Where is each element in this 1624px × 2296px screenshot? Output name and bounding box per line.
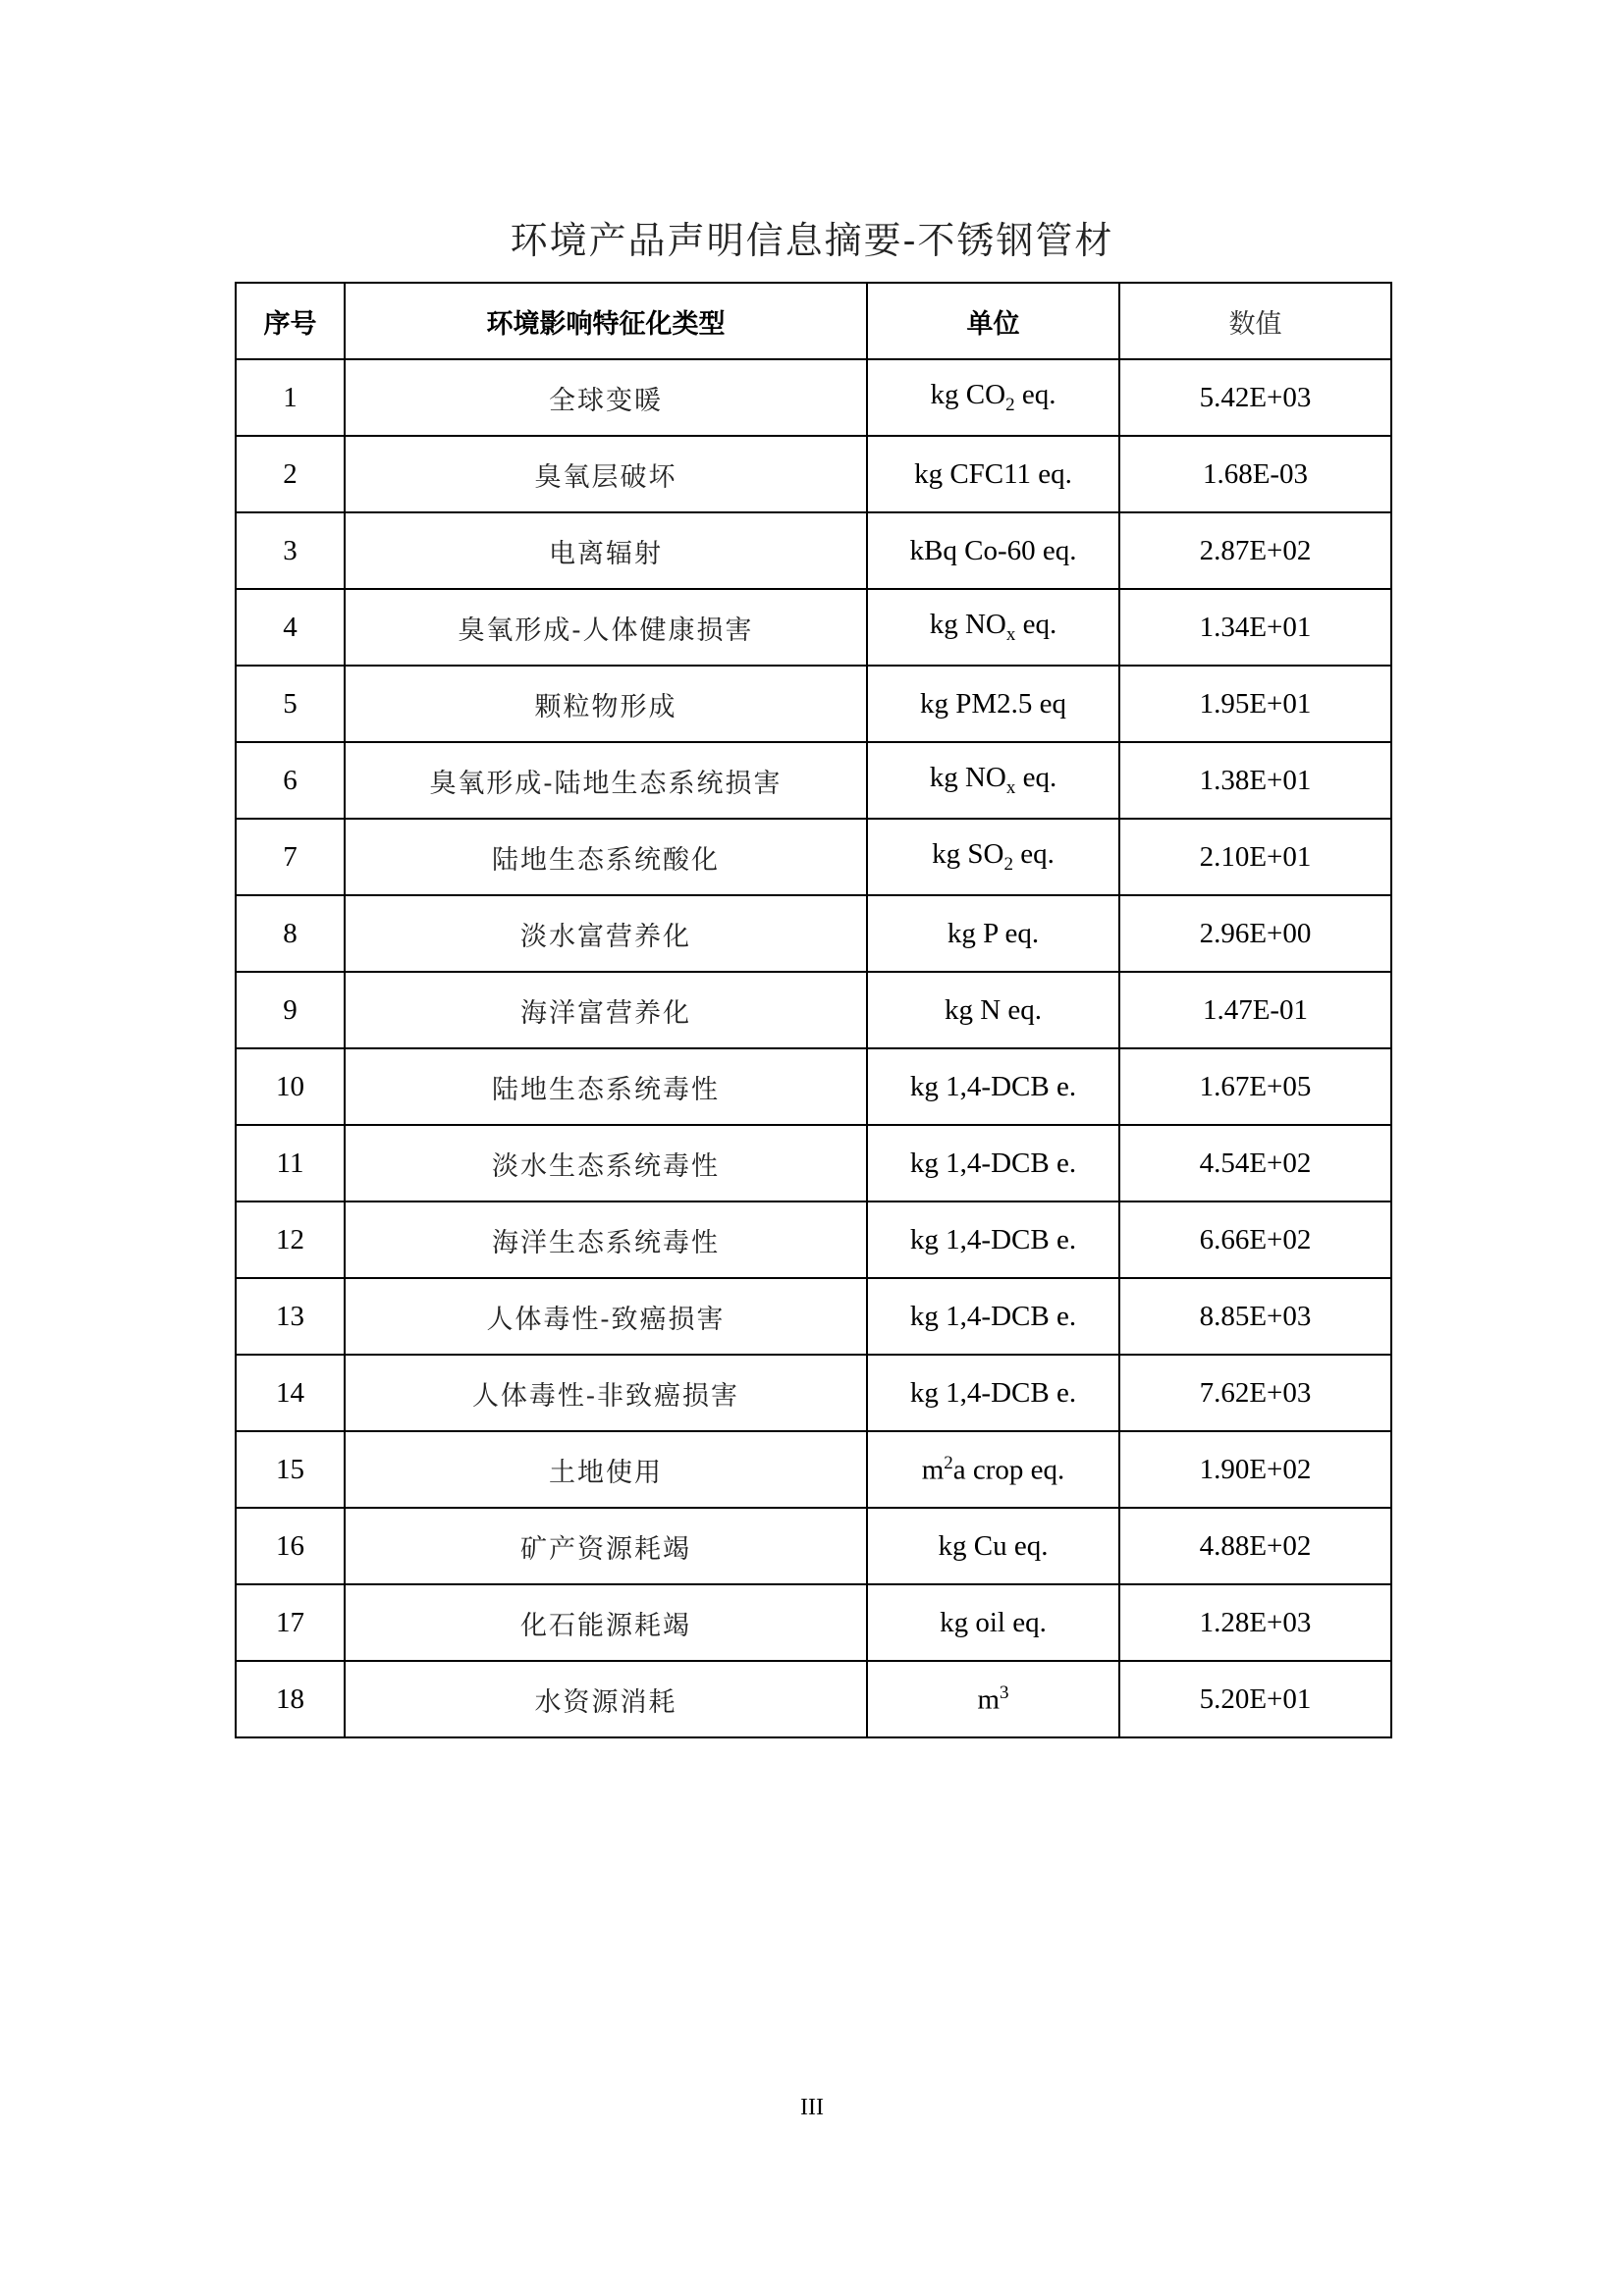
page-number: III <box>800 2095 824 2120</box>
impact-value: 4.54E+02 <box>1119 1125 1391 1201</box>
unit-cell <box>867 895 1119 972</box>
impact-category: 矿产资源耗竭 <box>345 1508 867 1584</box>
impact-category: 土地使用 <box>345 1431 867 1508</box>
unit-cell <box>867 819 1119 895</box>
unit-tail: eq. <box>1015 762 1057 794</box>
unit-text: kg 1,4-DCB e. <box>909 1070 1077 1102</box>
impact-value: 5.42E+03 <box>1119 359 1391 436</box>
header-value: 数值 <box>1119 283 1391 359</box>
row-number: 1 <box>236 359 345 436</box>
impact-category: 人体毒性-非致癌损害 <box>345 1355 867 1431</box>
impact-value: 1.28E+03 <box>1119 1584 1391 1661</box>
unit-text: kg Cu eq. <box>938 1529 1049 1562</box>
table-row <box>236 436 1391 512</box>
unit-cell <box>867 512 1119 589</box>
table-row <box>236 895 1391 972</box>
table-row <box>236 1125 1391 1201</box>
row-number: 14 <box>236 1355 345 1431</box>
unit-cell <box>867 359 1119 436</box>
impact-value: 1.67E+05 <box>1119 1048 1391 1125</box>
table-row <box>236 666 1391 742</box>
table-row <box>236 1508 1391 1584</box>
unit-tail: eq. <box>1014 379 1056 411</box>
impact-value: 6.66E+02 <box>1119 1201 1391 1278</box>
impact-value: 2.10E+01 <box>1119 819 1391 895</box>
impact-value: 1.47E-01 <box>1119 972 1391 1048</box>
impact-category: 臭氧形成-陆地生态系统损害 <box>345 742 867 819</box>
impact-category: 颗粒物形成 <box>345 666 867 742</box>
unit-text: kg NO <box>929 762 1006 794</box>
impact-category: 全球变暖 <box>345 359 867 436</box>
unit-text: kg 1,4-DCB e. <box>909 1223 1077 1255</box>
table-row <box>236 1431 1391 1508</box>
table-row <box>236 589 1391 666</box>
header-category: 环境影响特征化类型 <box>345 283 867 359</box>
impact-category: 淡水生态系统毒性 <box>345 1125 867 1201</box>
unit-cell <box>867 666 1119 742</box>
impact-category: 臭氧形成-人体健康损害 <box>345 589 867 666</box>
impact-category: 化石能源耗竭 <box>345 1584 867 1661</box>
unit-cell <box>867 1201 1119 1278</box>
unit-tail: eq. <box>1015 609 1057 641</box>
table-row <box>236 1278 1391 1355</box>
unit-text: kBq Co-60 eq. <box>909 534 1077 566</box>
unit-cell <box>867 1355 1119 1431</box>
impact-value: 2.87E+02 <box>1119 512 1391 589</box>
unit-text: kg 1,4-DCB e. <box>909 1147 1077 1179</box>
row-number: 15 <box>236 1431 345 1508</box>
unit-tail: eq. <box>1012 838 1055 871</box>
table-row <box>236 512 1391 589</box>
impact-value: 4.88E+02 <box>1119 1508 1391 1584</box>
impact-category: 人体毒性-致癌损害 <box>345 1278 867 1355</box>
unit-text: kg N eq. <box>944 993 1043 1026</box>
header-unit: 单位 <box>867 283 1119 359</box>
row-number: 13 <box>236 1278 345 1355</box>
impact-value: 5.20E+01 <box>1119 1661 1391 1737</box>
row-number: 9 <box>236 972 345 1048</box>
unit-text: kg CO <box>930 379 1006 411</box>
unit-cell <box>867 1048 1119 1125</box>
row-number: 12 <box>236 1201 345 1278</box>
unit-tail: a crop eq. <box>952 1454 1065 1486</box>
row-number: 2 <box>236 436 345 512</box>
unit-text: kg SO <box>932 838 1004 871</box>
unit-text: kg CFC11 eq. <box>914 457 1072 490</box>
table-row <box>236 1201 1391 1278</box>
impact-category: 海洋富营养化 <box>345 972 867 1048</box>
impact-category: 水资源消耗 <box>345 1661 867 1737</box>
unit-subscript: 2 <box>1005 394 1015 415</box>
impact-category: 陆地生态系统酸化 <box>345 819 867 895</box>
unit-cell <box>867 1508 1119 1584</box>
epd-summary-table <box>235 282 1392 1738</box>
impact-value: 7.62E+03 <box>1119 1355 1391 1431</box>
unit-subscript: x <box>1005 776 1016 798</box>
impact-value: 1.90E+02 <box>1119 1431 1391 1508</box>
table-row <box>236 742 1391 819</box>
row-number: 10 <box>236 1048 345 1125</box>
unit-cell <box>867 972 1119 1048</box>
row-number: 4 <box>236 589 345 666</box>
unit-text: kg 1,4-DCB e. <box>909 1300 1077 1332</box>
impact-value: 2.96E+00 <box>1119 895 1391 972</box>
impact-category: 海洋生态系统毒性 <box>345 1201 867 1278</box>
unit-text: m <box>921 1454 945 1486</box>
table-row <box>236 1584 1391 1661</box>
row-number: 11 <box>236 1125 345 1201</box>
table-row <box>236 972 1391 1048</box>
unit-text: kg PM2.5 eq <box>919 687 1067 720</box>
unit-cell <box>867 1584 1119 1661</box>
impact-category: 电离辐射 <box>345 512 867 589</box>
header-no: 序号 <box>236 283 345 359</box>
unit-cell <box>867 1661 1119 1737</box>
unit-text: kg oil eq. <box>940 1606 1047 1638</box>
impact-category: 陆地生态系统毒性 <box>345 1048 867 1125</box>
unit-cell <box>867 742 1119 819</box>
unit-subscript: 2 <box>1003 853 1013 875</box>
impact-value: 1.38E+01 <box>1119 742 1391 819</box>
row-number: 17 <box>236 1584 345 1661</box>
impact-value: 1.34E+01 <box>1119 589 1391 666</box>
impact-value: 1.68E-03 <box>1119 436 1391 512</box>
unit-text: m <box>977 1683 1001 1716</box>
row-number: 8 <box>236 895 345 972</box>
unit-cell <box>867 1125 1119 1201</box>
impact-category: 淡水富营养化 <box>345 895 867 972</box>
row-number: 16 <box>236 1508 345 1584</box>
table-header-row <box>236 283 1391 359</box>
impact-value: 1.95E+01 <box>1119 666 1391 742</box>
unit-cell <box>867 1278 1119 1355</box>
row-number: 5 <box>236 666 345 742</box>
unit-text: kg 1,4-DCB e. <box>909 1376 1077 1409</box>
row-number: 18 <box>236 1661 345 1737</box>
unit-superscript: 3 <box>1000 1682 1009 1703</box>
table-row <box>236 1661 1391 1737</box>
unit-superscript: 2 <box>944 1452 953 1473</box>
impact-value: 8.85E+03 <box>1119 1278 1391 1355</box>
row-number: 7 <box>236 819 345 895</box>
impact-category: 臭氧层破坏 <box>345 436 867 512</box>
unit-cell <box>867 1431 1119 1508</box>
table-row <box>236 1048 1391 1125</box>
table-row <box>236 359 1391 436</box>
unit-cell <box>867 436 1119 512</box>
unit-text: kg NO <box>929 609 1006 641</box>
unit-text: kg P eq. <box>947 917 1040 949</box>
row-number: 3 <box>236 512 345 589</box>
unit-cell <box>867 589 1119 666</box>
table-row <box>236 819 1391 895</box>
unit-subscript: x <box>1005 623 1016 645</box>
table-body <box>236 359 1391 1737</box>
table-row <box>236 1355 1391 1431</box>
document-title: 环境产品声明信息摘要-不锈钢管材 <box>510 219 1114 262</box>
row-number: 6 <box>236 742 345 819</box>
